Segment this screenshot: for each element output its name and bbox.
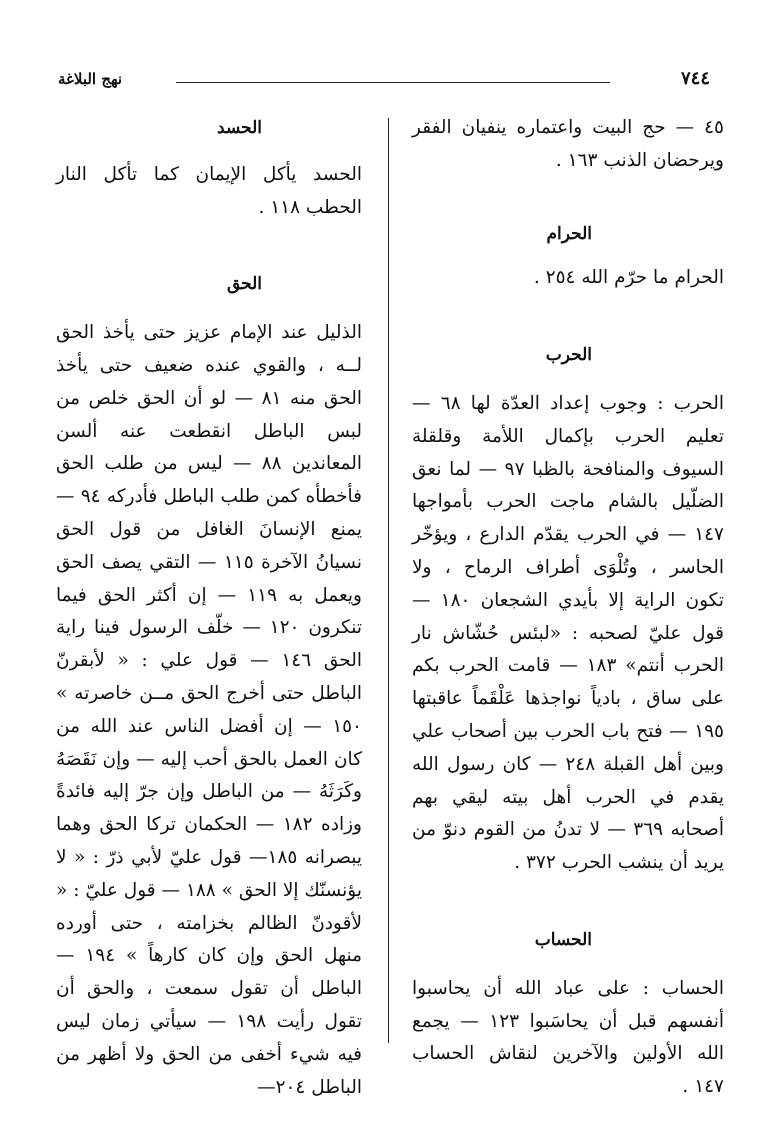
right-column	[412, 112, 724, 1104]
heading-hasad: الحسد	[217, 118, 262, 138]
heading-harb: الحرب	[545, 345, 592, 366]
entry-harb: الحرب : وجوب إعداد العدّة لها ٦٨ — تعليم الحرب بإكمال اللأمة وقلقلة السيوف والمنافحة بالظبا ٩٧ — لما نعق الضلّيل بالشام ماجت الحرب بأمواجها ١٤٧ — في الحرب يقدّم الدارع ، ويؤخّر الحاسر ، وتُلْوَى أطراف الرماح ، ولا تكون الراية إلا بأيدي الشجعان ١٨٠ — قول عليّ لصحبه : «لبئس حُشّاش نار الحرب أنتم» ١٨٣ — قامت الحرب بكم على ساق ، بادياً نواجذها عَلْقَماً عاقبتها ١٩٥ — فتح باب الحرب بين أصحاب علي وبين أهل القبلة ٢٤٨ — كان رسول الله يقدم في الحرب أهل بيته ليقي بهم أصحابه ٣٦٩ — لا تدنُ من القوم دنوّ من يريد أن ينشب الحرب ٣٧٢ .	[412, 392, 724, 874]
heading-haqq: الحق	[226, 274, 262, 295]
column-divider	[388, 118, 389, 1043]
book-title: نهج البلاغة	[58, 70, 123, 88]
entry-haram: الحرام ما حرّم الله ٢٥٤ .	[533, 267, 724, 289]
page-number: ٧٤٤	[680, 68, 710, 89]
entry-haqq: الذليل عند الإمام عزيز حتى يأخذ الحق لــه ، والقوي عنده ضعيف حتى يأخذ الحق منه ٨١ — لو أن الحق خلص من لبس الباطل انقطعت عنه ألسن المعاندين ٨٨ — ليس من طلب الحق فأخطأه كمن طلب الباطل فأدركه ٩٤ — يمنع الإنسانَ الغافل من قول الحق نسيانُ الآخرة ١١٥ — التقي يصف الحق ويعمل به ١١٩ — إن أكثر الحق فيما تنكرون ١٢٠ — خلّف الرسول فينا راية الحق ١٤٦ — قول علي : « لأبقرنّ الباطل حتى أخرج الحق مــن خاصرته » ١٥٠ — إن أفضل الناس عند الله من كان العمل بالحق أحب إليه — وإن نَقَصَهُ وكَرَثَهُ — من الباطل وإن جرّ إليه فائدةً وزاده ١٨٢ — الحكمان تركا الحق وهما يبصرانه ١٨٥— قول عليّ لأبي ذرّ : « لا يؤنسنّك إلا الحق » ١٨٨ — قول عليّ : « لأقودنّ الظالم بخزامته ، حتى أورده منهل الحق وإن كان كارهاً » ١٩٤ — الباطل أن تقول سمعت ، والحق أن تقول رأيت ١٩٨ — سيأتي زمان ليس فيه شيء أخفى من الحق ولا أظهر من الباطل ٢٠٤—	[56, 322, 363, 1098]
page-header	[58, 68, 710, 94]
heading-hisab: الحساب	[534, 929, 592, 950]
heading-haram: الحرام	[546, 223, 592, 244]
hajj-entry-continuation: ٤٥ — حج البيت واعتماره ينفيان الفقر ويرحضان الذنب ١٦٣ .	[412, 117, 724, 171]
entry-hasad: الحسد يأكل الإيمان كما تأكل النار الحطب ١١٨ .	[56, 163, 362, 218]
entry-hisab: الحساب : على عباد الله أن يحاسبوا أنفسهم قبل أن يحاسَبوا ١٢٣ — يجمع الله الأولين والآخرين لنقاش الحساب ١٤٧ .	[412, 977, 724, 1098]
header-rule	[176, 82, 610, 83]
left-column	[56, 112, 362, 1104]
